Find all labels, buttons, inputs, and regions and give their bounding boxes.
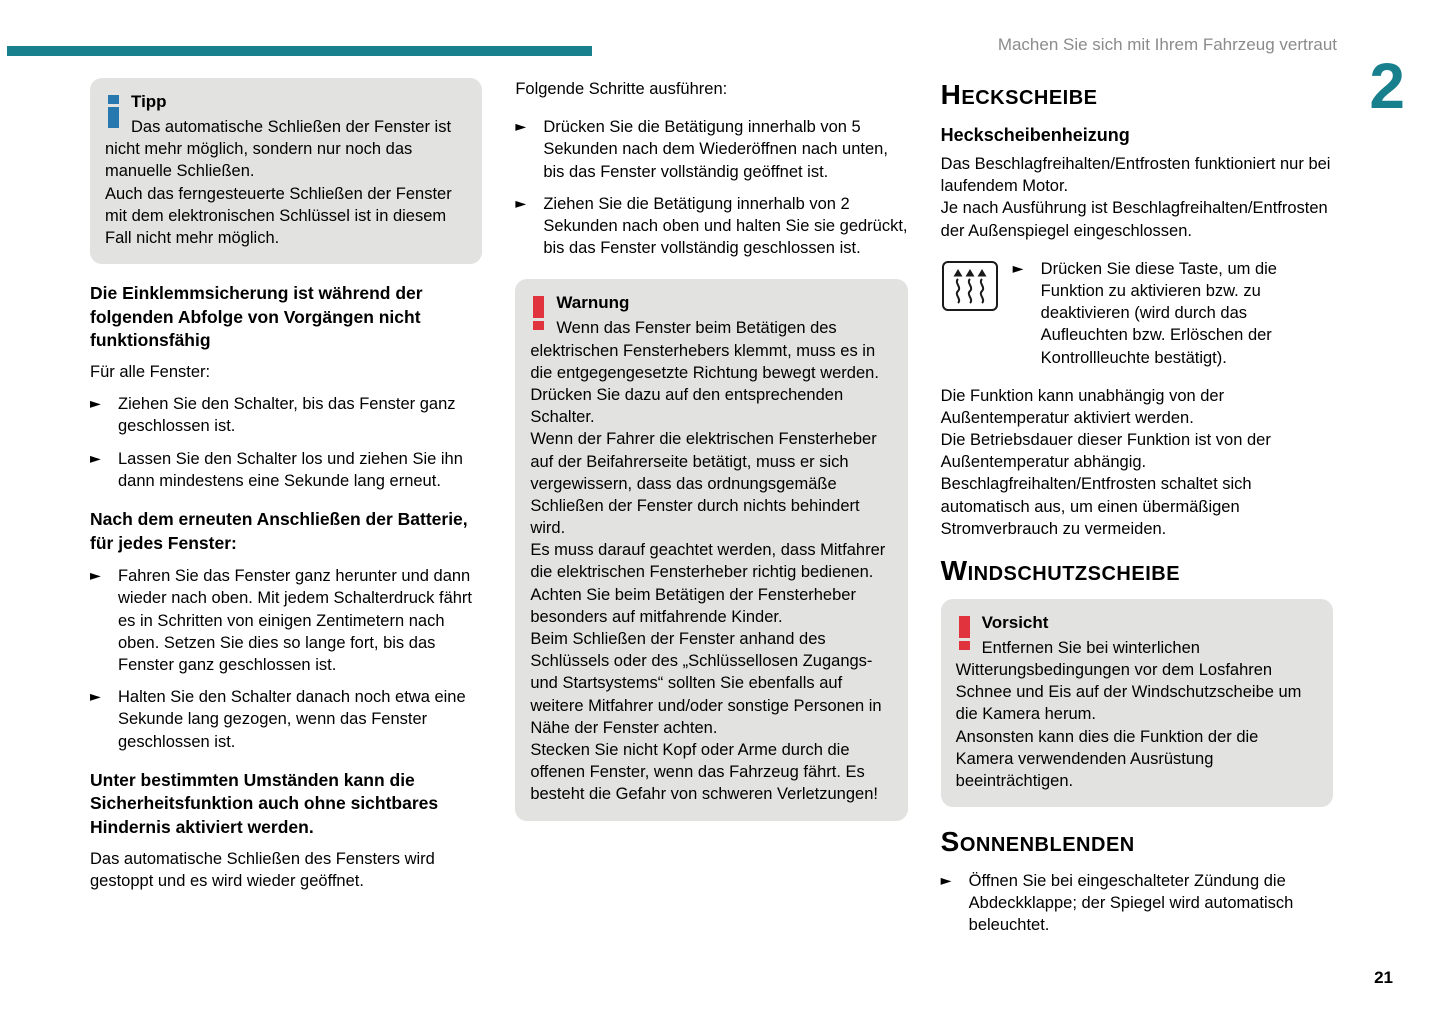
heading-safety-function: Unter bestimmten Umständen kann die Sicherheitsfunktion auch ohne sichtbares Hindernis aktiviert werden. — [90, 769, 439, 838]
bullet-arrow-icon: ► — [90, 568, 101, 585]
caution-box-paragraph: Entfernen Sie bei winterlichen Witterungsbedingungen vor dem Losfahren Schnee und Eis auf der Windschutzscheibe um die Kamera herum. — [955, 638, 1302, 724]
column-middle — [515, 78, 907, 947]
warning-box-paragraph: Beim Schließen der Fenster anhand des Schlüssels oder des „Schlüssellosen Zugangs- und Startsystems“ sollten Sie ebenfalls auf weitere Mitfahrer und/oder sonstige Personen in Nähe der Fenster achten. — [530, 630, 882, 737]
bullet-arrow-icon: ► — [90, 689, 101, 706]
bullet-arrow-icon: ► — [940, 873, 952, 889]
section-title-heckscheibe: Heckscheibe — [940, 79, 1098, 110]
tip-box-paragraph: Auch das ferngesteuerte Schließen der Fenster mit dem elektronischen Schlüssel ist in diesem Fall nicht mehr möglich. — [105, 184, 452, 248]
section-title-sonnenblenden: Sonnenblenden — [940, 826, 1135, 858]
breadcrumb: Machen Sie sich mit Ihrem Fahrzeug vertraut — [997, 35, 1337, 54]
column-right — [941, 78, 1333, 947]
tip-box-title: Tipp — [131, 92, 167, 111]
list-item — [515, 116, 907, 183]
paragraph: Folgende Schritte ausführen: — [515, 80, 728, 98]
list-item-text: Ziehen Sie die Betätigung innerhalb von 2 Sekunden nach oben und halten Sie sie gedrückt, bis das Fenster vollständig geschlossen ist. — [543, 194, 908, 258]
page-number: 21 — [1374, 968, 1393, 987]
paragraph: Je nach Ausführung ist Beschlagfreihalten/Entfrosten der Außenspiegel eingeschlossen. — [940, 199, 1328, 240]
bullet-arrow-icon: ► — [515, 119, 527, 136]
paragraph: Für alle Fenster: — [90, 363, 211, 382]
heading-pinch-protection: Die Einklemmsicherung ist während der folgenden Abfolge von Vorgängen nicht funktionsfähig — [90, 283, 423, 351]
subheading-heckscheibenheizung: Heckscheibenheizung — [940, 124, 1130, 145]
caution-box-title: Vorsicht — [981, 612, 1049, 632]
paragraph: Das Beschlagfreihalten/Entfrosten funktioniert nur bei laufendem Motor. — [940, 155, 1331, 196]
list-item — [90, 393, 482, 437]
list-item — [941, 870, 1333, 937]
tip-box — [90, 78, 482, 264]
paragraph: Beschlagfreihalten/Entfrosten schaltet sich automatisch aus, um einen übermäßigen Stromverbrauch zu vermeiden. — [940, 475, 1252, 538]
list-item-text: Halten Sie den Schalter danach noch etwa eine Sekunde lang gezogen, wenn das Fenster geschlossen ist. — [118, 688, 466, 751]
list-item-text: Fahren Sie das Fenster ganz herunter und dann wieder nach oben. Mit jedem Schalterdruck fährt es in Schritten von einigen Zentimetern nach oben. Setzen Sie dies so lange fort, bis das Fenster ganz geschlossen ist. — [118, 567, 473, 675]
defrost-button-row — [941, 258, 1333, 369]
list-item-text: Ziehen Sie den Schalter, bis das Fenster ganz geschlossen ist. — [118, 395, 456, 436]
warning-box — [515, 279, 907, 820]
section-title-windschutzscheibe: Windschutzscheibe — [940, 555, 1181, 586]
caution-box-paragraph: Ansonsten kann dies die Funktion der die Kamera verwendenden Ausrüstung beeinträchtigen. — [955, 727, 1259, 791]
warning-box-paragraph: Wenn das Fenster beim Betätigen des elektrischen Fensterhebers klemmt, muss es in die entgegengesetzte Richtung bewegt werden. Drücken Sie dazu auf den entsprechenden Schalter. — [530, 319, 879, 427]
list-item — [90, 686, 482, 753]
bullet-arrow-icon: ► — [90, 450, 101, 467]
list-item-text: Öffnen Sie bei eingeschalteter Zündung die Abdeckklappe; der Spiegel wird automatisch beleuchtet. — [968, 872, 1294, 935]
caution-icon — [959, 616, 970, 650]
rear-defrost-button-icon — [941, 258, 1013, 318]
list-item-text: Drücken Sie die Betätigung innerhalb von 5 Sekunden nach dem Wiederöffnen nach unten, bis das Fenster vollständig geöffnet ist. — [543, 118, 888, 181]
column-left — [90, 78, 482, 947]
bullet-arrow-icon: ► — [1012, 260, 1024, 277]
page-columns — [90, 78, 1333, 947]
paragraph: Die Funktion kann unabhängig von der Außentemperatur aktiviert werden. — [940, 386, 1225, 427]
list-item — [90, 565, 482, 676]
bullet-arrow-icon: ► — [515, 195, 527, 212]
warning-box-paragraph: Stecken Sie nicht Kopf oder Arme durch die offenen Fenster, wenn das Fahrzeug fährt. Es besteht die Gefahr von schweren Verletzungen! — [530, 740, 878, 804]
warning-box-title: Warnung — [556, 293, 630, 313]
list-item — [515, 193, 907, 260]
warning-icon — [533, 296, 544, 330]
list-item-text: Drücken Sie diese Taste, um die Funktion zu aktivieren bzw. zu deaktivieren (wird durch das Aufleuchten bzw. Erlöschen der Kontrollleuchte bestätigt). — [1040, 259, 1277, 367]
list-item — [1013, 258, 1333, 369]
list-item — [90, 448, 482, 492]
paragraph: Die Betriebsdauer dieser Funktion ist von der Außentemperatur abhängig. — [940, 431, 1271, 472]
warning-box-paragraph: Achten Sie beim Betätigen der Fensterheber besonders auf mitfahrende Kinder. — [530, 585, 856, 626]
warning-box-paragraph: Wenn der Fahrer die elektrischen Fensterheber auf der Beifahrerseite betätigt, muss er sich vergewissern, dass das ordnungsgemäße Schließen der Fenster durch nichts behindert wird. — [530, 430, 877, 538]
heading-battery-reconnect: Nach dem erneuten Anschließen der Batterie, für jedes Fenster: — [90, 509, 468, 553]
chapter-number: 2 — [1369, 50, 1405, 122]
caution-box — [941, 599, 1333, 807]
paragraph: Das automatische Schließen des Fensters wird gestoppt und es wird wieder geöffnet. — [90, 849, 435, 890]
tip-box-paragraph: Das automatische Schließen der Fenster ist nicht mehr möglich, sondern nur noch das manuelle Schließen. — [105, 118, 452, 181]
info-icon — [108, 95, 119, 128]
warning-box-paragraph: Es muss darauf geachtet werden, dass Mitfahrer die elektrischen Fensterheber richtig bedienen. — [530, 541, 886, 582]
bullet-arrow-icon: ► — [90, 396, 101, 413]
header-accent-bar — [7, 46, 592, 56]
list-item-text: Lassen Sie den Schalter los und ziehen Sie ihn dann mindestens eine Sekunde lang erneut. — [118, 449, 463, 490]
